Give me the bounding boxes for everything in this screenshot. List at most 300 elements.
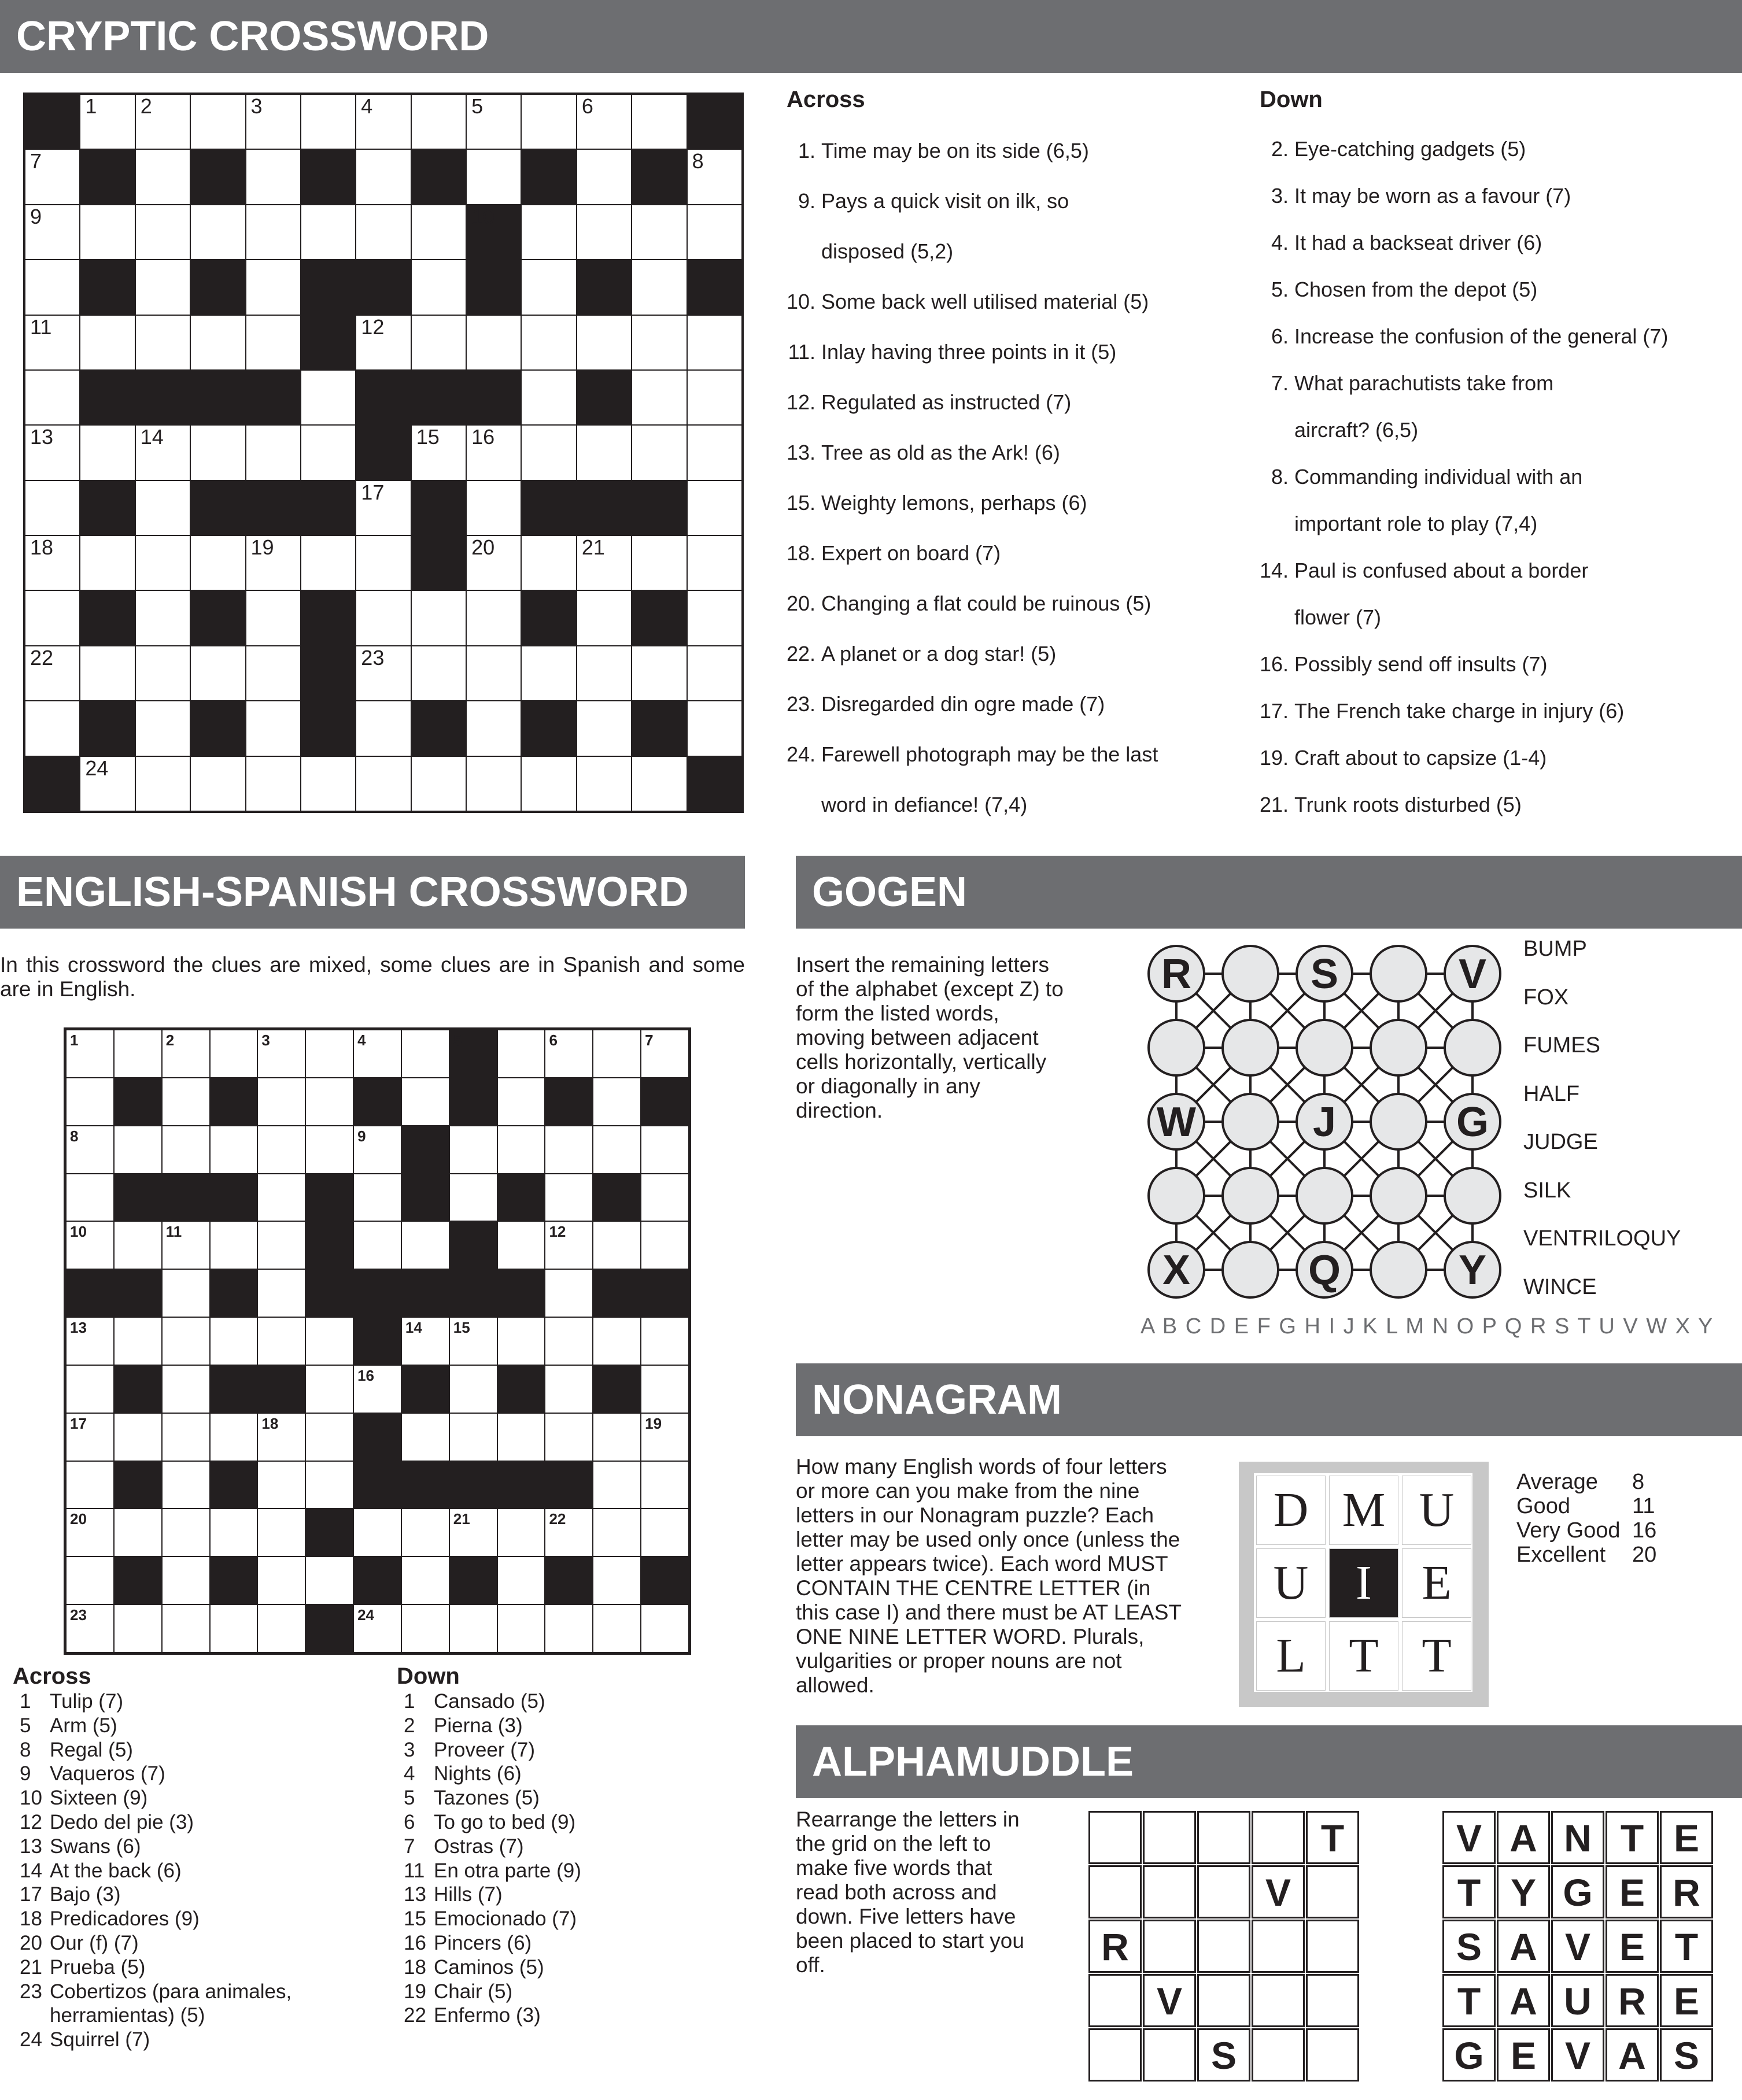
es-cell[interactable] (593, 1462, 640, 1509)
es-cell[interactable] (211, 1030, 257, 1077)
es-cell[interactable] (354, 1030, 401, 1077)
es-cell[interactable] (258, 1414, 305, 1461)
alphamuddle-puzzle-cell[interactable] (1088, 1811, 1142, 1864)
es-cell[interactable] (641, 1462, 688, 1509)
cryptic-cell[interactable] (191, 536, 245, 590)
es-cell[interactable] (67, 1414, 113, 1461)
gogen-cell[interactable] (1297, 1020, 1352, 1075)
es-cell[interactable] (450, 1318, 497, 1365)
cryptic-cell[interactable] (80, 757, 134, 811)
cryptic-cell[interactable] (356, 316, 410, 369)
es-cell[interactable] (402, 1318, 449, 1365)
cryptic-cell[interactable] (467, 95, 521, 149)
es-cell[interactable] (402, 1509, 449, 1556)
cryptic-cell[interactable] (688, 481, 741, 535)
es-cell[interactable] (67, 1174, 113, 1221)
cryptic-cell[interactable] (191, 426, 245, 479)
cryptic-cell[interactable] (632, 757, 686, 811)
gogen-cell[interactable] (1371, 1168, 1426, 1223)
es-cell[interactable] (258, 1126, 305, 1173)
es-cell[interactable] (354, 1366, 401, 1413)
es-cell[interactable] (67, 1222, 113, 1269)
es-cell[interactable] (67, 1126, 113, 1173)
cryptic-cell[interactable] (688, 316, 741, 369)
cryptic-cell[interactable] (301, 426, 355, 479)
cryptic-cell[interactable] (577, 591, 631, 645)
cryptic-cell[interactable] (80, 536, 134, 590)
cryptic-cell[interactable] (412, 591, 466, 645)
es-cell[interactable] (450, 1366, 497, 1413)
es-cell[interactable] (498, 1126, 545, 1173)
cryptic-cell[interactable] (80, 316, 134, 369)
cryptic-cell[interactable] (577, 701, 631, 755)
cryptic-cell[interactable] (136, 260, 190, 314)
es-cell[interactable] (545, 1509, 592, 1556)
cryptic-cell[interactable] (688, 646, 741, 700)
cryptic-cell[interactable] (522, 757, 575, 811)
es-cell[interactable] (498, 1605, 545, 1652)
es-cell[interactable] (211, 1222, 257, 1269)
alphamuddle-puzzle-cell[interactable] (1197, 1811, 1250, 1864)
cryptic-cell[interactable] (467, 646, 521, 700)
cryptic-cell[interactable] (688, 536, 741, 590)
es-cell[interactable] (593, 1078, 640, 1125)
es-cell[interactable] (450, 1509, 497, 1556)
cryptic-cell[interactable] (25, 205, 79, 259)
es-cell[interactable] (545, 1414, 592, 1461)
es-cell[interactable] (211, 1605, 257, 1652)
cryptic-cell[interactable] (467, 591, 521, 645)
es-cell[interactable] (402, 1078, 449, 1125)
es-cell[interactable] (67, 1462, 113, 1509)
es-cell[interactable] (593, 1605, 640, 1652)
es-cell[interactable] (593, 1509, 640, 1556)
cryptic-cell[interactable] (412, 646, 466, 700)
es-cell[interactable] (354, 1126, 401, 1173)
clue-number (13, 2003, 50, 2028)
alphamuddle-puzzle-cell[interactable] (1143, 1920, 1196, 1973)
clue-item (13, 1714, 383, 1738)
clue-item (397, 1980, 744, 2004)
cryptic-cell[interactable] (688, 150, 741, 204)
cryptic-cell[interactable] (412, 95, 466, 149)
cryptic-cell[interactable] (522, 260, 575, 314)
cryptic-cell[interactable] (25, 646, 79, 700)
cryptic-black-cell (467, 205, 521, 259)
cryptic-cell[interactable] (246, 260, 300, 314)
cryptic-cell[interactable] (356, 757, 410, 811)
es-cell[interactable] (163, 1605, 209, 1652)
alphamuddle-puzzle-cell[interactable] (1306, 1974, 1359, 2027)
cryptic-cell[interactable] (136, 646, 190, 700)
es-cell[interactable] (641, 1605, 688, 1652)
es-cell[interactable] (402, 1030, 449, 1077)
alphamuddle-puzzle-grid (1088, 1811, 1360, 2083)
gogen-cell[interactable] (1445, 1020, 1500, 1075)
es-cell[interactable] (115, 1318, 161, 1365)
clue-text: En otra parte (9) (434, 1859, 581, 1882)
gogen-cell[interactable] (1371, 1242, 1426, 1297)
clue-item (787, 478, 1215, 528)
es-cell[interactable] (258, 1605, 305, 1652)
gogen-cell[interactable] (1149, 1168, 1204, 1223)
es-cell[interactable] (258, 1222, 305, 1269)
cryptic-cell[interactable] (80, 646, 134, 700)
alphamuddle-puzzle-cell[interactable] (1252, 1974, 1305, 2027)
cryptic-cell[interactable] (412, 205, 466, 259)
gogen-cell[interactable] (1371, 1020, 1426, 1075)
alphamuddle-puzzle-cell[interactable] (1197, 1920, 1250, 1973)
es-cell[interactable] (450, 1174, 497, 1221)
cryptic-cell[interactable] (246, 701, 300, 755)
cryptic-cell[interactable] (577, 95, 631, 149)
clue-text: At the back (6) (50, 1859, 182, 1882)
cryptic-cell[interactable] (577, 316, 631, 369)
cryptic-cell[interactable] (467, 481, 521, 535)
cryptic-cell[interactable] (191, 646, 245, 700)
gogen-cell[interactable] (1445, 1168, 1500, 1223)
cryptic-cell[interactable] (632, 95, 686, 149)
clue-number: 7 (404, 1835, 415, 1858)
clue-text: What parachutists take from (1294, 371, 1554, 395)
cryptic-cell[interactable] (246, 95, 300, 149)
es-cell[interactable] (67, 1030, 113, 1077)
es-cell[interactable] (163, 1222, 209, 1269)
es-cell[interactable] (641, 1174, 688, 1221)
es-cell[interactable] (593, 1126, 640, 1173)
es-cell[interactable] (163, 1366, 209, 1413)
es-cell[interactable] (641, 1414, 688, 1461)
es-cell[interactable] (258, 1557, 305, 1604)
cryptic-cell[interactable] (136, 150, 190, 204)
es-cell[interactable] (163, 1030, 209, 1077)
cryptic-cell[interactable] (136, 481, 190, 535)
cryptic-cell[interactable] (246, 426, 300, 479)
cryptic-cell[interactable] (412, 757, 466, 811)
cryptic-cell[interactable] (356, 701, 410, 755)
cryptic-cell[interactable] (522, 426, 575, 479)
cryptic-cell[interactable] (246, 150, 300, 204)
cryptic-cell[interactable] (136, 426, 190, 479)
alphamuddle-puzzle-cell[interactable] (1088, 1974, 1142, 2027)
cryptic-cell[interactable] (80, 95, 134, 149)
es-cell[interactable] (211, 1414, 257, 1461)
es-cell[interactable] (115, 1030, 161, 1077)
clue-number: 8 (70, 1127, 79, 1145)
es-cell[interactable] (593, 1318, 640, 1365)
cryptic-cell[interactable] (412, 426, 466, 479)
cryptic-cell[interactable] (688, 426, 741, 479)
cryptic-cell[interactable] (356, 536, 410, 590)
cryptic-cell[interactable] (356, 95, 410, 149)
es-cell[interactable] (641, 1126, 688, 1173)
cryptic-cell[interactable] (467, 757, 521, 811)
gogen-cell[interactable] (1371, 1094, 1426, 1149)
es-cell[interactable] (306, 1126, 353, 1173)
gogen-cell[interactable] (1223, 1020, 1278, 1075)
es-cell[interactable] (545, 1126, 592, 1173)
cryptic-cell[interactable] (301, 757, 355, 811)
cryptic-cell[interactable] (80, 205, 134, 259)
clue-text: Bajo (3) (50, 1883, 121, 1906)
es-cell[interactable] (498, 1030, 545, 1077)
es-cell[interactable] (354, 1605, 401, 1652)
es-cell[interactable] (354, 1222, 401, 1269)
cryptic-cell[interactable] (136, 701, 190, 755)
cryptic-cell[interactable] (577, 150, 631, 204)
clue-item (13, 1762, 383, 1786)
alphamuddle-puzzle-cell[interactable] (1088, 1865, 1142, 1918)
es-cell[interactable] (258, 1462, 305, 1509)
alphamuddle-puzzle-cell[interactable] (1306, 1920, 1359, 1973)
es-cell[interactable] (498, 1557, 545, 1604)
cryptic-black-cell (80, 481, 134, 535)
alphamuddle-puzzle-cell[interactable] (1252, 1920, 1305, 1973)
cryptic-cell[interactable] (522, 316, 575, 369)
cryptic-cell[interactable] (577, 757, 631, 811)
cryptic-cell[interactable] (632, 426, 686, 479)
cryptic-cell[interactable] (356, 150, 410, 204)
cryptic-cell[interactable] (522, 646, 575, 700)
cryptic-cell[interactable] (522, 371, 575, 424)
es-cell[interactable] (402, 1414, 449, 1461)
es-cell[interactable] (258, 1270, 305, 1317)
es-cell[interactable] (115, 1126, 161, 1173)
alphamuddle-solution-cell: T (1606, 1811, 1659, 1864)
cryptic-cell[interactable] (522, 95, 575, 149)
es-cell[interactable] (450, 1414, 497, 1461)
cryptic-cell[interactable] (136, 316, 190, 369)
alphamuddle-puzzle-cell[interactable] (1197, 1865, 1250, 1918)
es-cell[interactable] (306, 1414, 353, 1461)
es-cell[interactable] (67, 1366, 113, 1413)
cryptic-cell[interactable] (301, 205, 355, 259)
alphamuddle-puzzle-cell[interactable] (1088, 2028, 1142, 2081)
cryptic-cell[interactable] (25, 591, 79, 645)
cryptic-cell[interactable] (467, 150, 521, 204)
cryptic-cell[interactable] (25, 150, 79, 204)
cryptic-cell[interactable] (632, 205, 686, 259)
clue-text: Cansado (5) (434, 1690, 545, 1713)
es-cell[interactable] (306, 1030, 353, 1077)
es-cell[interactable] (211, 1509, 257, 1556)
es-cell[interactable] (67, 1605, 113, 1652)
cryptic-cell[interactable] (301, 536, 355, 590)
es-cell[interactable] (402, 1605, 449, 1652)
cryptic-cell[interactable] (688, 591, 741, 645)
cryptic-cell[interactable] (688, 205, 741, 259)
gogen-cell[interactable] (1223, 946, 1278, 1001)
es-cell[interactable] (258, 1174, 305, 1221)
es-cell[interactable] (115, 1414, 161, 1461)
cryptic-black-cell (191, 150, 245, 204)
gogen-cell[interactable] (1371, 946, 1426, 1001)
alphamuddle-puzzle-cell[interactable] (1252, 1811, 1305, 1864)
alphamuddle-puzzle-cell: V (1252, 1865, 1305, 1918)
es-cell[interactable] (115, 1222, 161, 1269)
es-cell[interactable] (163, 1462, 209, 1509)
cryptic-cell[interactable] (246, 205, 300, 259)
cryptic-cell[interactable] (25, 536, 79, 590)
es-cell[interactable] (163, 1318, 209, 1365)
cryptic-cell[interactable] (522, 205, 575, 259)
cryptic-cell[interactable] (191, 95, 245, 149)
es-cell[interactable] (498, 1222, 545, 1269)
es-cell[interactable] (306, 1462, 353, 1509)
es-cell[interactable] (641, 1030, 688, 1077)
cryptic-cell[interactable] (136, 591, 190, 645)
es-cell[interactable] (450, 1126, 497, 1173)
es-cell[interactable] (641, 1222, 688, 1269)
es-cell[interactable] (545, 1605, 592, 1652)
es-cell[interactable] (498, 1414, 545, 1461)
cryptic-cell[interactable] (136, 536, 190, 590)
es-cell[interactable] (258, 1318, 305, 1365)
es-cell[interactable] (258, 1078, 305, 1125)
es-cell[interactable] (354, 1509, 401, 1556)
cryptic-cell[interactable] (25, 316, 79, 369)
es-cell[interactable] (67, 1318, 113, 1365)
es-cell[interactable] (402, 1557, 449, 1604)
es-cell[interactable] (115, 1509, 161, 1556)
alphamuddle-puzzle-cell[interactable] (1252, 2028, 1305, 2081)
cryptic-cell[interactable] (412, 260, 466, 314)
cryptic-cell[interactable] (246, 316, 300, 369)
alphamuddle-puzzle-cell[interactable] (1143, 2028, 1196, 2081)
es-cell[interactable] (593, 1414, 640, 1461)
cryptic-cell[interactable] (467, 701, 521, 755)
cryptic-cell[interactable] (25, 701, 79, 755)
es-cell[interactable] (545, 1318, 592, 1365)
clue-number: 10. (787, 290, 816, 313)
es-cell[interactable] (67, 1557, 113, 1604)
es-cell[interactable] (593, 1557, 640, 1604)
es-cell[interactable] (306, 1078, 353, 1125)
es-cell[interactable] (67, 1078, 113, 1125)
es-cell[interactable] (258, 1509, 305, 1556)
cryptic-cell[interactable] (191, 316, 245, 369)
gogen-cell[interactable] (1223, 1094, 1278, 1149)
es-cell[interactable] (545, 1174, 592, 1221)
es-cell[interactable] (498, 1509, 545, 1556)
cryptic-cell[interactable] (356, 646, 410, 700)
es-cell[interactable] (211, 1126, 257, 1173)
cryptic-cell[interactable] (632, 646, 686, 700)
clue-item (13, 1980, 383, 2004)
cryptic-cell[interactable] (688, 371, 741, 424)
es-cell[interactable] (115, 1605, 161, 1652)
cryptic-cell[interactable] (632, 316, 686, 369)
cryptic-cell[interactable] (136, 757, 190, 811)
cryptic-cell[interactable] (577, 646, 631, 700)
es-cell[interactable] (545, 1222, 592, 1269)
es-cell[interactable] (306, 1557, 353, 1604)
es-cell[interactable] (163, 1270, 209, 1317)
cryptic-cell[interactable] (688, 701, 741, 755)
es-cell[interactable] (545, 1270, 592, 1317)
es-cell[interactable] (450, 1605, 497, 1652)
cryptic-cell[interactable] (25, 426, 79, 479)
es-cell[interactable] (163, 1509, 209, 1556)
es-cell[interactable] (306, 1318, 353, 1365)
alphamuddle-puzzle-cell[interactable] (1306, 2028, 1359, 2081)
es-cell[interactable] (67, 1509, 113, 1556)
cryptic-cell[interactable] (467, 316, 521, 369)
cryptic-cell[interactable] (246, 536, 300, 590)
es-cell[interactable] (593, 1222, 640, 1269)
cryptic-cell[interactable] (136, 205, 190, 259)
cryptic-cell[interactable] (191, 757, 245, 811)
gogen-cell[interactable] (1223, 1168, 1278, 1223)
es-cell[interactable] (211, 1318, 257, 1365)
cryptic-cell[interactable] (25, 481, 79, 535)
es-cell[interactable] (163, 1078, 209, 1125)
es-cell[interactable] (641, 1366, 688, 1413)
es-black-cell (115, 1366, 161, 1413)
cryptic-black-cell (577, 260, 631, 314)
es-cell[interactable] (498, 1078, 545, 1125)
es-cell[interactable] (402, 1222, 449, 1269)
cryptic-cell[interactable] (136, 95, 190, 149)
es-cell[interactable] (163, 1557, 209, 1604)
es-cell[interactable] (306, 1366, 353, 1413)
cryptic-cell[interactable] (632, 536, 686, 590)
cryptic-cell[interactable] (412, 316, 466, 369)
cryptic-cell[interactable] (356, 591, 410, 645)
cryptic-cell[interactable] (246, 591, 300, 645)
clue-number: 21 (20, 1955, 42, 1979)
clue-text: Craft about to capsize (1-4) (1294, 746, 1547, 770)
es-cell[interactable] (354, 1174, 401, 1221)
cryptic-cell[interactable] (301, 95, 355, 149)
gogen-cell[interactable] (1149, 1020, 1204, 1075)
alphamuddle-puzzle-cell[interactable] (1143, 1865, 1196, 1918)
cryptic-cell[interactable] (25, 260, 79, 314)
cryptic-cell[interactable] (356, 481, 410, 535)
es-cell[interactable] (258, 1030, 305, 1077)
gogen-cell[interactable] (1297, 1168, 1352, 1223)
cryptic-cell[interactable] (467, 426, 521, 479)
cryptic-cell[interactable] (632, 371, 686, 424)
alphamuddle-puzzle-cell[interactable] (1306, 1865, 1359, 1918)
cryptic-cell[interactable] (301, 371, 355, 424)
alphamuddle-puzzle-cell[interactable] (1143, 1811, 1196, 1864)
es-cell[interactable] (163, 1126, 209, 1173)
es-cell[interactable] (163, 1414, 209, 1461)
cryptic-black-cell (356, 371, 410, 424)
es-cell[interactable] (593, 1030, 640, 1077)
es-cell[interactable] (641, 1509, 688, 1556)
cryptic-cell[interactable] (577, 205, 631, 259)
cryptic-cell[interactable] (577, 426, 631, 479)
cryptic-cell[interactable] (191, 205, 245, 259)
cryptic-cell[interactable] (522, 536, 575, 590)
cryptic-cell[interactable] (246, 646, 300, 700)
gogen-cell[interactable] (1223, 1242, 1278, 1297)
cryptic-cell[interactable] (632, 260, 686, 314)
cryptic-cell[interactable] (80, 426, 134, 479)
cryptic-cell[interactable] (356, 205, 410, 259)
es-cell[interactable] (498, 1318, 545, 1365)
alphamuddle-puzzle-cell[interactable] (1197, 1974, 1250, 2027)
es-cell[interactable] (641, 1318, 688, 1365)
cryptic-cell[interactable] (25, 371, 79, 424)
es-cell[interactable] (545, 1366, 592, 1413)
cryptic-cell[interactable] (246, 757, 300, 811)
cryptic-cell[interactable] (467, 536, 521, 590)
cryptic-cell[interactable] (577, 536, 631, 590)
es-cell[interactable] (545, 1030, 592, 1077)
